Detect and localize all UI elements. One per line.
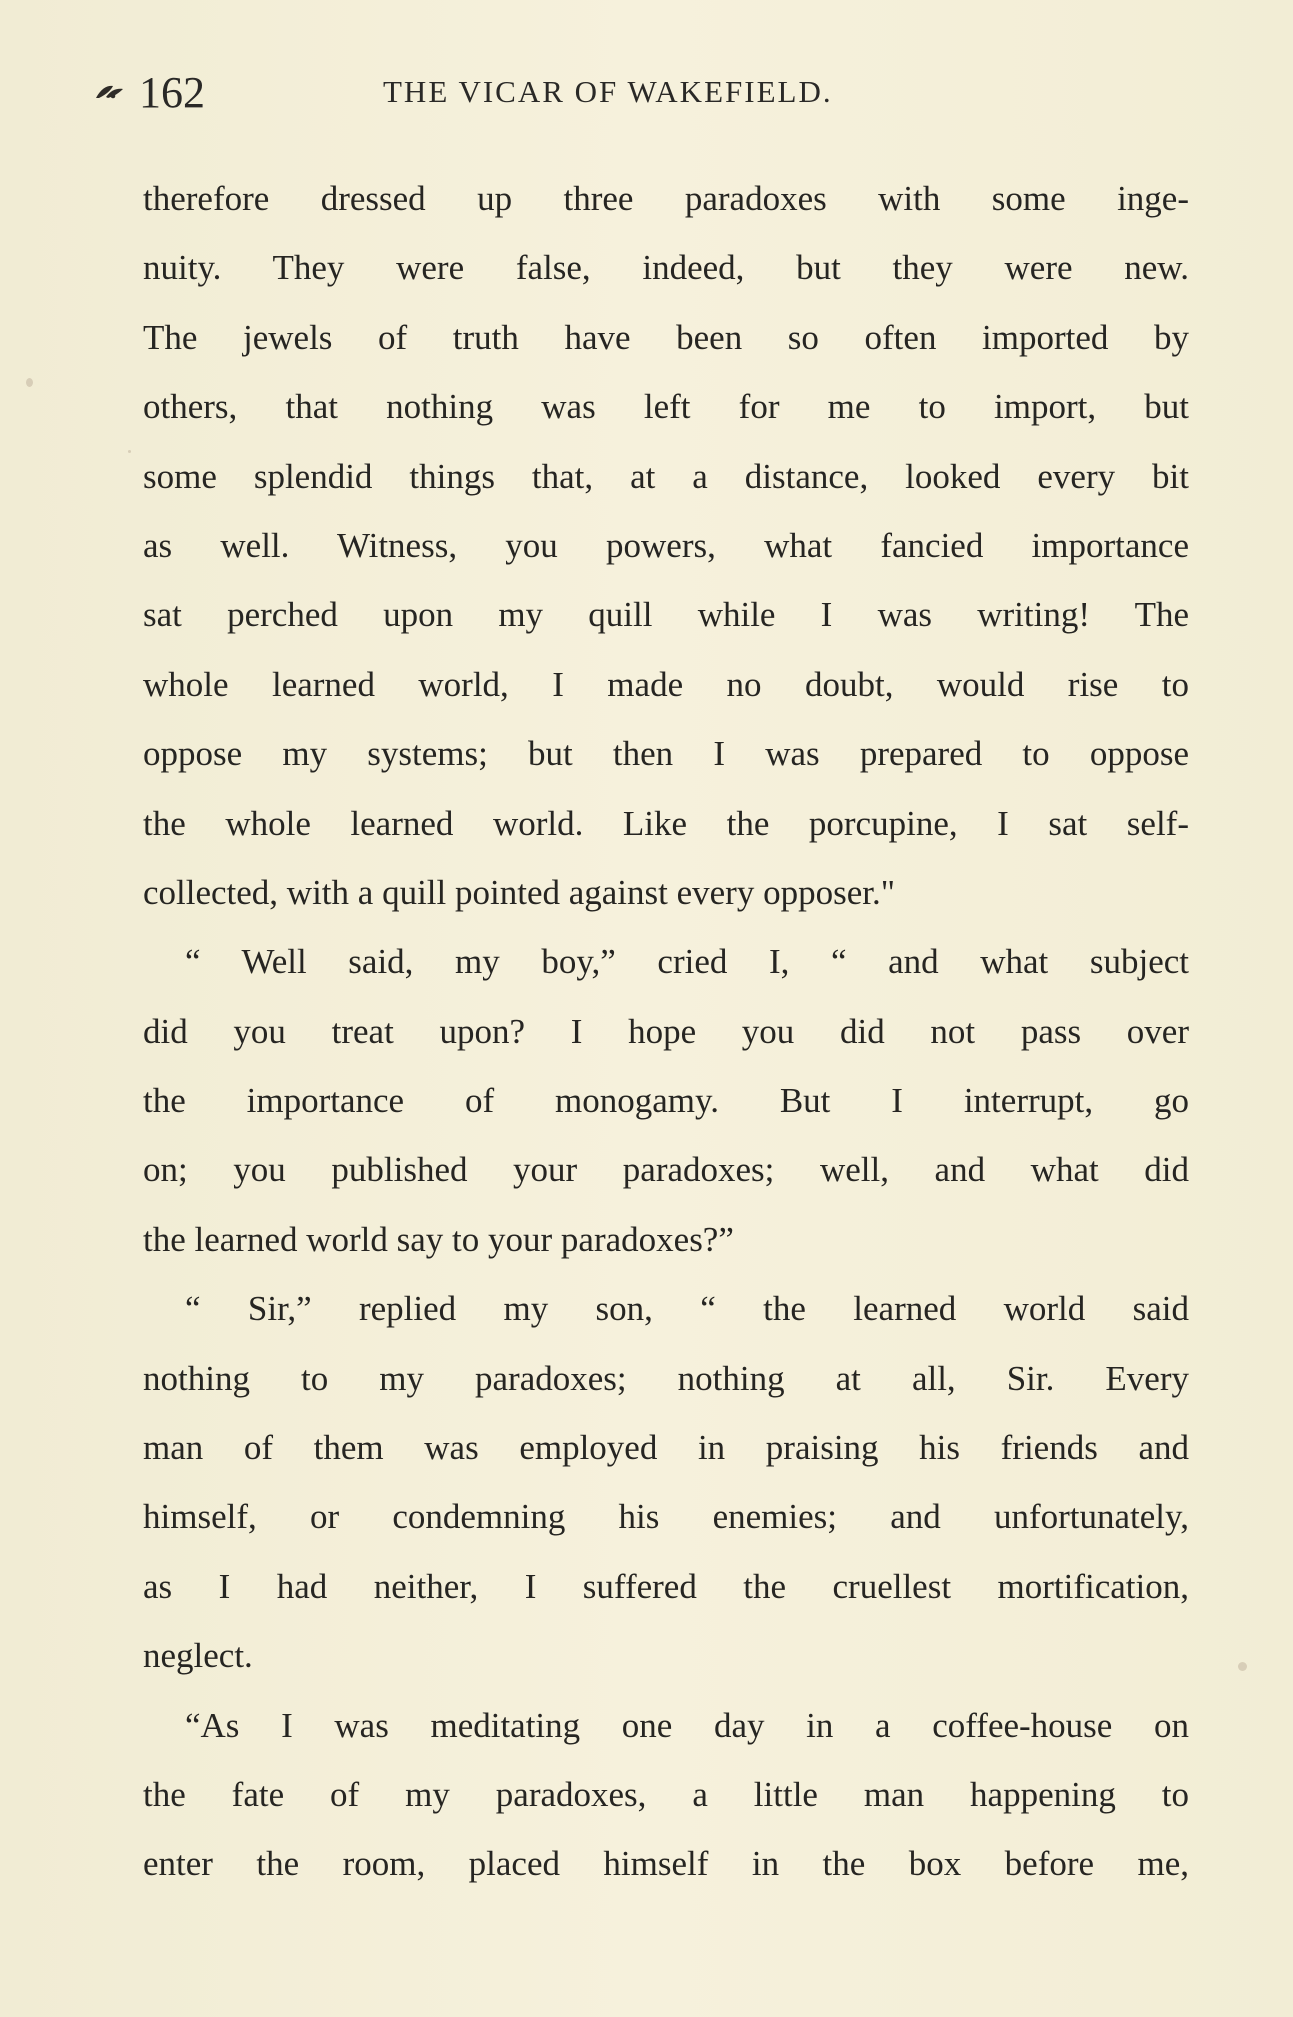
text-line: The jewels of truth have been so often imported by [143,317,1189,357]
text-line: the importance of monogamy. But I interrupt, go [143,1081,1189,1121]
text-line: the whole learned world. Like the porcupine, I sat self- [143,803,1189,843]
text-line: nothing to my paradoxes; nothing at all, Sir. Every [143,1358,1189,1398]
text-line: therefore dressed up three paradoxes with some inge- [143,179,1189,218]
paper-speck [26,378,33,387]
text-line: as well. Witness, you powers, what fancied importance [143,525,1189,565]
text-line: sat perched upon my quill while I was writing! The [143,595,1189,635]
text-line: nuity. They were false, indeed, but they were new. [143,248,1189,288]
text-line: enter the room, placed himself in the box before me, [143,1844,1189,1884]
page-number: 162 [139,67,205,117]
text-line: neglect. [143,1636,253,1676]
text-line: “ Sir,” replied my son, “ the learned world said [185,1289,1189,1329]
page-header [95,62,1195,122]
paper-speck [128,450,131,453]
text-line: on; you published your paradoxes; well, and what did [143,1150,1189,1190]
text-line: some splendid things that, at a distance, looked every bit [143,456,1189,496]
text-line: as I had neither, I suffered the cruellest mortification, [143,1566,1189,1606]
text-line: man of them was employed in praising his friends and [143,1428,1189,1468]
text-line: oppose my systems; but then I was prepared to oppose [143,734,1189,774]
text-line: “As I was meditating one day in a coffee-house on [185,1705,1189,1745]
body-text [143,164,1189,1899]
text-line: the fate of my paradoxes, a little man happening to [143,1774,1189,1814]
text-line: whole learned world, I made no doubt, would rise to [143,664,1189,704]
text-line: himself, or condemning his enemies; and unfortunately, [143,1497,1189,1537]
running-title: THE VICAR OF WAKEFIELD. [383,74,833,109]
text-line: others, that nothing was left for me to import, but [143,387,1189,427]
text-line: did you treat upon? I hope you did not pass over [143,1011,1189,1051]
text-line: the learned world say to your paradoxes?” [143,1219,734,1259]
text-line: “ Well said, my boy,” cried I, “ and what subject [185,942,1189,982]
leaf-ornament-icon [95,82,125,102]
text-line: collected, with a quill pointed against every opposer." [143,872,896,912]
paper-speck [1238,1662,1247,1671]
